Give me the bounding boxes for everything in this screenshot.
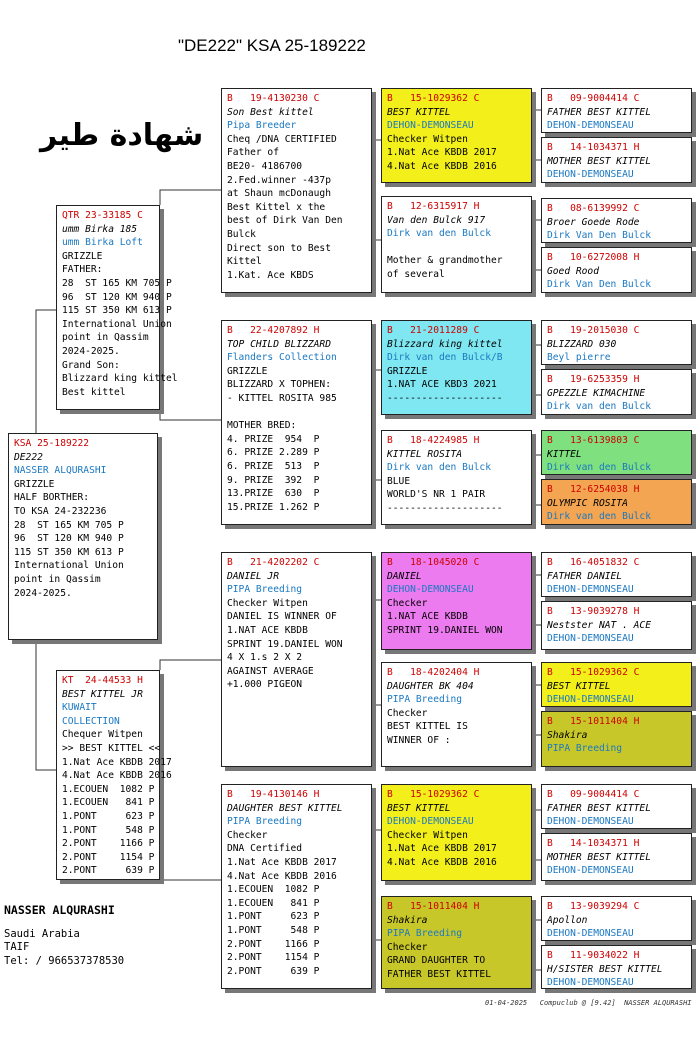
info-line: Father of xyxy=(227,147,279,159)
great-grandparent-card-6 xyxy=(541,369,692,415)
info-line: Checker Witpen xyxy=(387,133,468,145)
breeder-name: DEHON-DEMONSEAU xyxy=(547,633,634,645)
breeder-name: Dirk van den Bulck xyxy=(547,511,651,523)
bird-name: KITTEL xyxy=(547,448,582,460)
info-line: -------------------- xyxy=(387,392,503,404)
breeder-name: DEHON-DEMONSEAU xyxy=(387,120,474,132)
bird-name: Shakira xyxy=(387,914,428,926)
info-line: HALF BORTHER: xyxy=(14,492,90,504)
info-line: at Shaun mcDonaugh xyxy=(227,188,331,200)
info-line: 2.PONT 639 P xyxy=(62,865,155,877)
ring-number: B 16-4051832 C xyxy=(547,557,640,568)
breeder-name: umm Birka Loft xyxy=(62,237,143,249)
bird-name: Shakira xyxy=(547,729,588,741)
certificate-heading: شهادة طير xyxy=(40,118,204,153)
info-line: TO KSA 24-232236 xyxy=(14,505,107,517)
bird-name: DANIEL JR xyxy=(227,570,279,582)
breeder-name: DEHON-DEMONSEAU xyxy=(387,584,474,596)
bird-name: Van den Bulck 917 xyxy=(387,214,486,226)
owner-city: TAIF xyxy=(4,941,30,953)
info-line: 2.PONT 1166 P xyxy=(62,838,155,850)
ss-dam-card xyxy=(381,196,532,293)
info-line: Checker xyxy=(387,941,428,953)
bird-name: FATHER DANIEL xyxy=(547,570,623,582)
info-line: best of Dirk Van Den xyxy=(227,215,343,227)
breeder-name: Dirk van den Bulck/B xyxy=(387,352,503,364)
info-line: 1.Kat. Ace KBDS xyxy=(227,269,314,281)
bird-name: OLYMPIC ROSITA xyxy=(547,497,628,509)
info-line: -------------------- xyxy=(387,502,503,514)
info-line: 1.ECOUEN 841 P xyxy=(227,897,320,909)
dd-dam-card xyxy=(381,896,532,989)
info-line: WORLD'S NR 1 PAIR xyxy=(387,489,486,501)
info-line: 1.ECOUEN 1082 P xyxy=(227,884,320,896)
great-grandparent-card-13 xyxy=(541,784,692,829)
great-grandparent-card-8 xyxy=(541,479,692,525)
info-line: 2024-2025. xyxy=(14,587,72,599)
footer-print-info: 01-04-2025 Compuclub @ [9.42] NASSER ALQURASHI xyxy=(485,999,692,1007)
bird-name: MOTHER BEST KITTEL xyxy=(547,155,651,167)
ring-number: B 18-4202404 H xyxy=(387,667,480,678)
sire-dam-card xyxy=(221,320,372,525)
info-line: DNA Certified xyxy=(227,843,303,855)
bird-name: Son Best kittel xyxy=(227,106,314,118)
ring-number: B 13-6139803 C xyxy=(547,435,640,446)
ring-number: B 12-6254038 H xyxy=(547,484,640,495)
info-line: Checker Witpen xyxy=(227,597,308,609)
info-line: 4 X 1.s 2 X 2 xyxy=(227,652,303,664)
info-line: 28 ST 165 KM 705 P xyxy=(14,519,124,531)
info-line: International Union xyxy=(14,560,124,572)
great-grandparent-card-14 xyxy=(541,833,692,881)
ring-number: KSA 25-189222 xyxy=(14,438,90,449)
breeder-name: DEHON-DEMONSEAU xyxy=(547,816,634,828)
info-line: Cheq /DNA CERTIFIED xyxy=(227,133,337,145)
info-line: WINNER OF : xyxy=(387,734,451,746)
info-line: GRIZZLE xyxy=(14,478,55,490)
info-line: BLIZZARD X TOPHEN: xyxy=(227,379,331,391)
info-line: 96 ST 120 KM 940 P xyxy=(62,291,172,303)
breeder-name: NASSER ALQURASHI xyxy=(14,465,107,477)
info-line: Bulck xyxy=(227,228,256,240)
bird-name: BEST KITTEL xyxy=(547,680,611,692)
bird-name: BEST KITTEL xyxy=(387,106,451,118)
breeder-name: PIPA Breeding xyxy=(227,584,303,596)
breeder-name: DEHON-DEMONSEAU xyxy=(547,584,634,596)
info-line: 1.Nat Ace KBDB 2017 xyxy=(62,756,172,768)
breeder-name: PIPA Breeding xyxy=(387,928,463,940)
ring-number: B 13-9039278 H xyxy=(547,606,640,617)
info-line: 1.NAT ACE KBDB xyxy=(387,611,468,623)
great-grandparent-card-3 xyxy=(541,198,692,243)
owner-info xyxy=(4,904,124,968)
info-line: 1.Nat Ace KBDB 2017 xyxy=(387,843,497,855)
info-line: 4. PRIZE 954 P xyxy=(227,433,320,445)
info-line: point in Qassim xyxy=(62,332,149,344)
info-line: 4.Nat Ace KBDB 2016 xyxy=(227,870,337,882)
info-line: 1.PONT 548 P xyxy=(227,924,320,936)
info-line: Checker Witpen xyxy=(387,829,468,841)
bird-name: BEST KITTEL JR xyxy=(62,688,143,700)
info-line: 2.PONT 1154 P xyxy=(227,952,320,964)
breeder-name: Dirk Van Den Bulck xyxy=(547,279,651,291)
breeder-name: DEHON-DEMONSEAU xyxy=(547,928,634,940)
ring-number: B 19-2015030 C xyxy=(547,325,640,336)
great-grandparent-card-4 xyxy=(541,247,692,293)
info-line xyxy=(387,241,527,255)
ring-number: B 14-1034371 H xyxy=(547,142,640,153)
info-line: SPRINT 19.DANIEL WON xyxy=(387,624,503,636)
info-line: +1.000 PIGEON xyxy=(227,679,303,691)
bird-name: MOTHER BEST KITTEL xyxy=(547,851,651,863)
ss-sire-card xyxy=(381,88,532,183)
info-line: GRAND DAUGHTER TO xyxy=(387,955,486,967)
info-line: BE20- 4186700 xyxy=(227,160,303,172)
ring-number: B 15-1029362 C xyxy=(387,789,480,800)
bird-name: H/SISTER BEST KITTEL xyxy=(547,963,663,975)
ring-number: B 12-6315917 H xyxy=(387,201,480,212)
great-grandparent-card-10 xyxy=(541,601,692,650)
bird-name: DAUGHTER BEST KITTEL xyxy=(227,802,343,814)
great-grandparent-card-11 xyxy=(541,662,692,707)
dam-card xyxy=(56,670,172,880)
info-line: of several xyxy=(387,268,445,280)
sd-dam-card xyxy=(381,430,532,525)
ring-number: B 13-9039294 C xyxy=(547,901,640,912)
ring-number: B 18-4224985 H xyxy=(387,435,480,446)
ring-number: B 15-1011404 H xyxy=(387,901,480,912)
breeder-name: DEHON-DEMONSEAU xyxy=(547,977,634,989)
info-line: 2.PONT 1166 P xyxy=(227,938,320,950)
info-line: 15.PRIZE 1.262 P xyxy=(227,501,320,513)
info-line: Best Kittel x the xyxy=(227,201,326,213)
info-line: Direct son to Best xyxy=(227,242,331,254)
bird-name: KITTEL ROSITA xyxy=(387,448,463,460)
info-line: MOTHER BRED: xyxy=(227,420,297,432)
great-grandparent-card-15 xyxy=(541,896,692,941)
breeder-name: Dirk van den Bulck xyxy=(387,462,491,474)
breeder-name: Flanders Collection xyxy=(227,352,337,364)
info-line: GRIZZLE xyxy=(62,250,103,262)
great-grandparent-card-12 xyxy=(541,711,692,767)
info-line: 1.PONT 623 P xyxy=(62,810,155,822)
bird-name: TOP CHILD BLIZZARD xyxy=(227,338,331,350)
breeder-name: Dirk van den Bulck xyxy=(547,401,651,413)
owner-country: Saudi Arabia xyxy=(4,927,80,940)
bird-name: FATHER BEST KITTEL xyxy=(547,106,651,118)
ring-number: QTR 23-33185 C xyxy=(62,210,143,221)
bird-name: Broer Goede Rode xyxy=(547,216,640,228)
ring-number: B 22-4207892 H xyxy=(227,325,320,336)
info-line: FATHER: xyxy=(62,264,103,276)
info-line: 1.NAT ACE KBDB xyxy=(227,624,308,636)
great-grandparent-card-16 xyxy=(541,945,692,989)
info-line: GRIZZLE xyxy=(227,365,268,377)
info-line: point in Qassim xyxy=(14,573,101,585)
bird-name: FATHER BEST KITTEL xyxy=(547,802,651,814)
ds-dam-card xyxy=(381,662,532,767)
ring-number: B 14-1034371 H xyxy=(547,838,640,849)
info-line: International Union xyxy=(62,318,172,330)
breeder-name: Dirk van den Bulck xyxy=(547,462,651,474)
info-line: Mother & grandmother xyxy=(387,255,503,267)
subject-bird-card xyxy=(8,433,158,640)
bird-name: DAUGHTER BK 404 xyxy=(387,680,474,692)
ring-number: B 15-1029362 C xyxy=(547,667,640,678)
ring-number: B 08-6139992 C xyxy=(547,203,640,214)
dam-dam-card xyxy=(221,784,372,989)
info-line: Best kittel xyxy=(62,386,126,398)
ring-number: B 19-6253359 H xyxy=(547,374,640,385)
bird-name: Goed Rood xyxy=(547,265,599,277)
ring-number: B 11-9034022 H xyxy=(547,950,640,961)
breeder-name: Pipa Breeder xyxy=(227,120,297,132)
info-line: BLUE xyxy=(387,475,411,487)
great-grandparent-card-9 xyxy=(541,552,692,597)
sire-sire-card xyxy=(221,88,372,293)
bird-name: BEST KITTEL xyxy=(387,802,451,814)
ring-number: B 21-4202202 C xyxy=(227,557,320,568)
info-line: Checker xyxy=(227,829,268,841)
breeder-name: PIPA Breeding xyxy=(547,743,623,755)
ring-number: B 09-9004414 C xyxy=(547,93,640,104)
info-line: 13.PRIZE 630 P xyxy=(227,488,320,500)
owner-name: NASSER ALQURASHI xyxy=(4,903,115,917)
ring-number: B 19-4130146 H xyxy=(227,789,320,800)
info-line: Chequer Witpen xyxy=(62,729,143,741)
bird-name: GPEZZLE KIMACHINE xyxy=(547,387,646,399)
dam-sire-card xyxy=(221,552,372,767)
info-line: BEST KITTEL IS xyxy=(387,721,468,733)
bird-name: umm Birka 185 xyxy=(62,223,138,235)
breeder-name: PIPA Breeding xyxy=(227,816,303,828)
info-line: AGAINST AVERAGE xyxy=(227,665,314,677)
info-line: 4.Nat Ace KBDB 2016 xyxy=(387,856,497,868)
info-line: 6. PRIZE 2.289 P xyxy=(227,447,320,459)
ring-number: B 21-2011289 C xyxy=(387,325,480,336)
info-line: 1.ECOUEN 841 P xyxy=(62,797,155,809)
bird-name: DANIEL xyxy=(387,570,422,582)
info-line: DANIEL IS WINNER OF xyxy=(227,611,337,623)
info-line: 2024-2025. xyxy=(62,345,120,357)
info-line: 28 ST 165 KM 705 P xyxy=(62,277,172,289)
info-line: 96 ST 120 KM 940 P xyxy=(14,533,124,545)
info-line: 4.Nat Ace KBDB 2016 xyxy=(387,160,497,172)
ring-number: B 15-1029362 C xyxy=(387,93,480,104)
breeder-name: PIPA Breeding xyxy=(387,694,463,706)
info-line: 9. PRIZE 392 P xyxy=(227,474,320,486)
breeder-name: Dirk Van Den Bulck xyxy=(547,230,651,242)
breeder-name: DEHON-DEMONSEAU xyxy=(387,816,474,828)
great-grandparent-card-1 xyxy=(541,88,692,133)
info-line: 1.PONT 623 P xyxy=(227,911,320,923)
info-line: Grand Son: xyxy=(62,359,120,371)
info-line: Blizzard king kittel xyxy=(62,373,178,385)
great-grandparent-card-7 xyxy=(541,430,692,475)
breeder-name: Beyl pierre xyxy=(547,352,611,364)
info-line: SPRINT 19.DANIEL WON xyxy=(227,638,343,650)
ring-number: B 15-1011404 H xyxy=(547,716,640,727)
ds-sire-card xyxy=(381,552,532,650)
breeder-name: KUWAIT COLLECTION xyxy=(62,702,120,727)
info-line: 2.PONT 1154 P xyxy=(62,851,155,863)
info-line: GRIZZLE xyxy=(387,365,428,377)
info-line: 1.Nat Ace KBDB 2017 xyxy=(387,147,497,159)
great-grandparent-card-5 xyxy=(541,320,692,365)
info-line: FATHER BEST KITTEL xyxy=(387,968,491,980)
breeder-name: DEHON-DEMONSEAU xyxy=(547,865,634,877)
info-line xyxy=(227,406,367,420)
sire-card xyxy=(56,205,178,410)
bird-name: Apollon xyxy=(547,914,588,926)
breeder-name: Dirk van den Bulck xyxy=(387,228,491,240)
dd-sire-card xyxy=(381,784,532,881)
info-line: 1.ECOUEN 1082 P xyxy=(62,783,155,795)
ring-number: B 10-6272008 H xyxy=(547,252,640,263)
ring-number: KT 24-44533 H xyxy=(62,675,143,686)
info-line: 1.NAT ACE KBD3 2021 xyxy=(387,379,497,391)
info-line: 1.PONT 548 P xyxy=(62,824,155,836)
page-title: "DE222" KSA 25-189222 xyxy=(178,36,366,55)
ring-number: B 18-1045020 C xyxy=(387,557,480,568)
sd-sire-card xyxy=(381,320,532,415)
breeder-name: DEHON-DEMONSEAU xyxy=(547,169,634,181)
bird-name: Nestster NAT . ACE xyxy=(547,619,651,631)
breeder-name: DEHON-DEMONSEAU xyxy=(547,694,634,706)
info-line: Checker xyxy=(387,707,428,719)
info-line: 115 ST 350 KM 613 P xyxy=(14,546,124,558)
great-grandparent-card-2 xyxy=(541,137,692,183)
info-line: - KITTEL ROSITA 985 xyxy=(227,392,337,404)
info-line: >> BEST KITTEL << xyxy=(62,742,161,754)
ring-number: B 19-4130230 C xyxy=(227,93,320,104)
bird-name: DE222 xyxy=(14,451,43,463)
bird-name: Blizzard king kittel xyxy=(387,338,503,350)
breeder-name: DEHON-DEMONSEAU xyxy=(547,120,634,132)
info-line: 115 ST 350 KM 613 P xyxy=(62,305,172,317)
ring-number: B 09-9004414 C xyxy=(547,789,640,800)
info-line: 2.Fed.winner -437p xyxy=(227,174,331,186)
bird-name: BLIZZARD 030 xyxy=(547,338,617,350)
info-line: 2.PONT 639 P xyxy=(227,965,320,977)
info-line: 4.Nat Ace KBDB 2016 xyxy=(62,770,172,782)
info-line: Checker xyxy=(387,597,428,609)
info-line: 6. PRIZE 513 P xyxy=(227,460,320,472)
info-line: 1.Nat Ace KBDB 2017 xyxy=(227,856,337,868)
info-line: Kittel xyxy=(227,256,262,268)
owner-tel: Tel: / 966537378530 xyxy=(4,954,125,967)
